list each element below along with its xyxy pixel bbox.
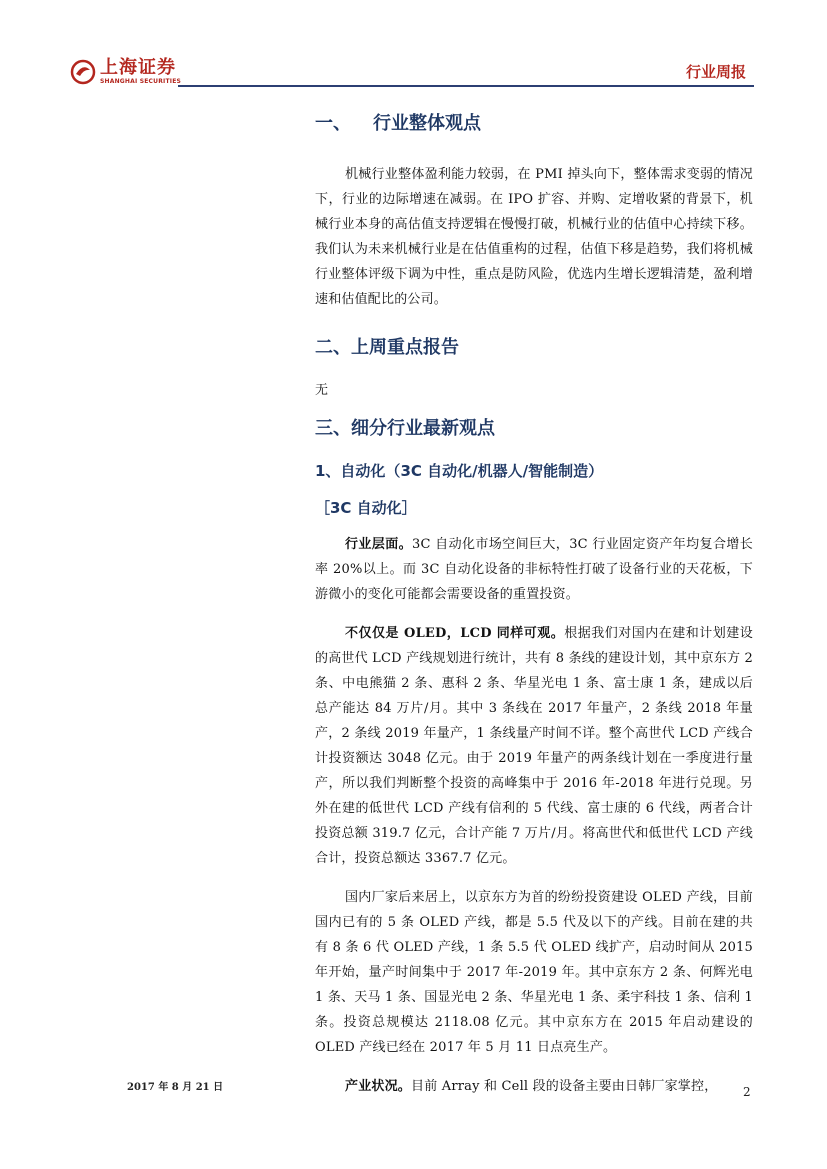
lcd-lead: 不仅仅是 OLED，LCD 同样可观。 xyxy=(345,626,565,641)
report-type-title: 行业周报 xyxy=(685,63,746,81)
header-divider xyxy=(178,85,754,87)
section-2-body: 无 xyxy=(315,383,329,398)
report-body xyxy=(315,100,753,1099)
industry-status-lead: 产业状况。 xyxy=(345,1079,412,1094)
section-2-heading: 二、上周重点报告 xyxy=(315,337,459,358)
section-1-paragraph: 机械行业整体盈利能力较弱，在 PMI 掉头向下，整体需求变弱的情况下，行业的边际增速在减弱。在 IPO 扩容、并购、定增收紧的背景下，机械行业本身的高估值支持逻辑在慢慢打破，机械行业的估值中心持续下移。我们认为未来机械行业是在估值重构的过程，估值下移是趋势，我们将机械行业整体评级下调为中性，重点是防风险，优选内生增长逻辑清楚，盈利增速和估值配比的公司。 xyxy=(315,167,753,307)
lcd-paragraph xyxy=(315,621,753,871)
industry-status-text: 目前 Array 和 Cell 段的设备主要由日韩厂家掌控， xyxy=(411,1079,718,1094)
oled-paragraph: 国内厂家后来居上，以京东方为首的纷纷投资建设 OLED 产线，目前国内已有的 5 条 OLED 产线，都是 5.5 代及以下的产线。目前在建的共有 8 条 6 代 OLED 产线，1 条 5.5 代 OLED 线扩产，启动时间从 2015 年开始，量产时间集中于 2017 年-2019 年。其中京东方 2 条、何辉光电 1 条、天马 1 条、国显光电 2 条、华星光电 1 条、柔宇科技 1 条、信利 1 条。投资总规模达 2118.08 亿元。其中京东方在 2015 年启动建设的 OLED 产线已经在 2017 年 5 月 11 日点亮生产。 xyxy=(315,890,753,1055)
industry-level-text: 3C 自动化市场空间巨大，3C 行业固定资产年均复合增长率 20%以上。而 3C 自动化设备的非标特性打破了设备行业的天花板，下游微小的变化可能都会需要设备的重置投资。 xyxy=(315,537,753,602)
logo-chinese-name: 上海证券 xyxy=(100,57,176,78)
section-1-title: 行业整体观点 xyxy=(373,113,481,134)
logo-emblem-icon xyxy=(70,59,96,85)
lcd-text: 根据我们对国内在建和计划建设的高世代 LCD 产线规划进行统计，共有 8 条线的建设计划，其中京东方 2 条、中电熊猫 2 条、惠科 2 条、华星光电 1 条、富士康 1 条，建成以后总产能达 84 万片/月。其中 3 条线在 2017 年量产，2 条线 2018 年量产，2 条线 2019 年量产，1 条线量产时间不详。整个高世代 LCD 产线合计投资额达 3048 亿元。由于 2019 年量产的两条线计划在一季度进行量产，所以我们判断整个投资的高峰集中于 2016 年-2018 年进行兑现。另外在建的低世代 LCD 产线有信利的 5 代线、富士康的 6 代线，两者合计投资总额 319.7 亿元，合计产能 7 万片/月。将高世代和低世代 LCD 产线合计，投资总额达 3367.7 亿元。 xyxy=(315,626,753,866)
subsection-3c-automation-label: ［3C 自动化］ xyxy=(315,499,417,517)
page-number: 2 xyxy=(743,1085,751,1099)
page-header xyxy=(70,55,754,93)
industry-status-paragraph xyxy=(315,1074,753,1099)
logo-english-name: SHANGHAI SECURITIES xyxy=(100,78,182,85)
section-1-number: 一、 xyxy=(315,113,351,134)
company-logo xyxy=(70,59,181,85)
section-3-heading: 三、细分行业最新观点 xyxy=(315,418,495,439)
industry-level-lead: 行业层面。 xyxy=(345,537,413,552)
section-1-heading xyxy=(315,109,753,135)
subsection-automation-heading: 1、自动化（3C 自动化/机器人/智能制造） xyxy=(315,462,604,480)
footer-date: 2017 年 8 月 21 日 xyxy=(127,1082,224,1093)
industry-level-paragraph xyxy=(315,532,753,607)
